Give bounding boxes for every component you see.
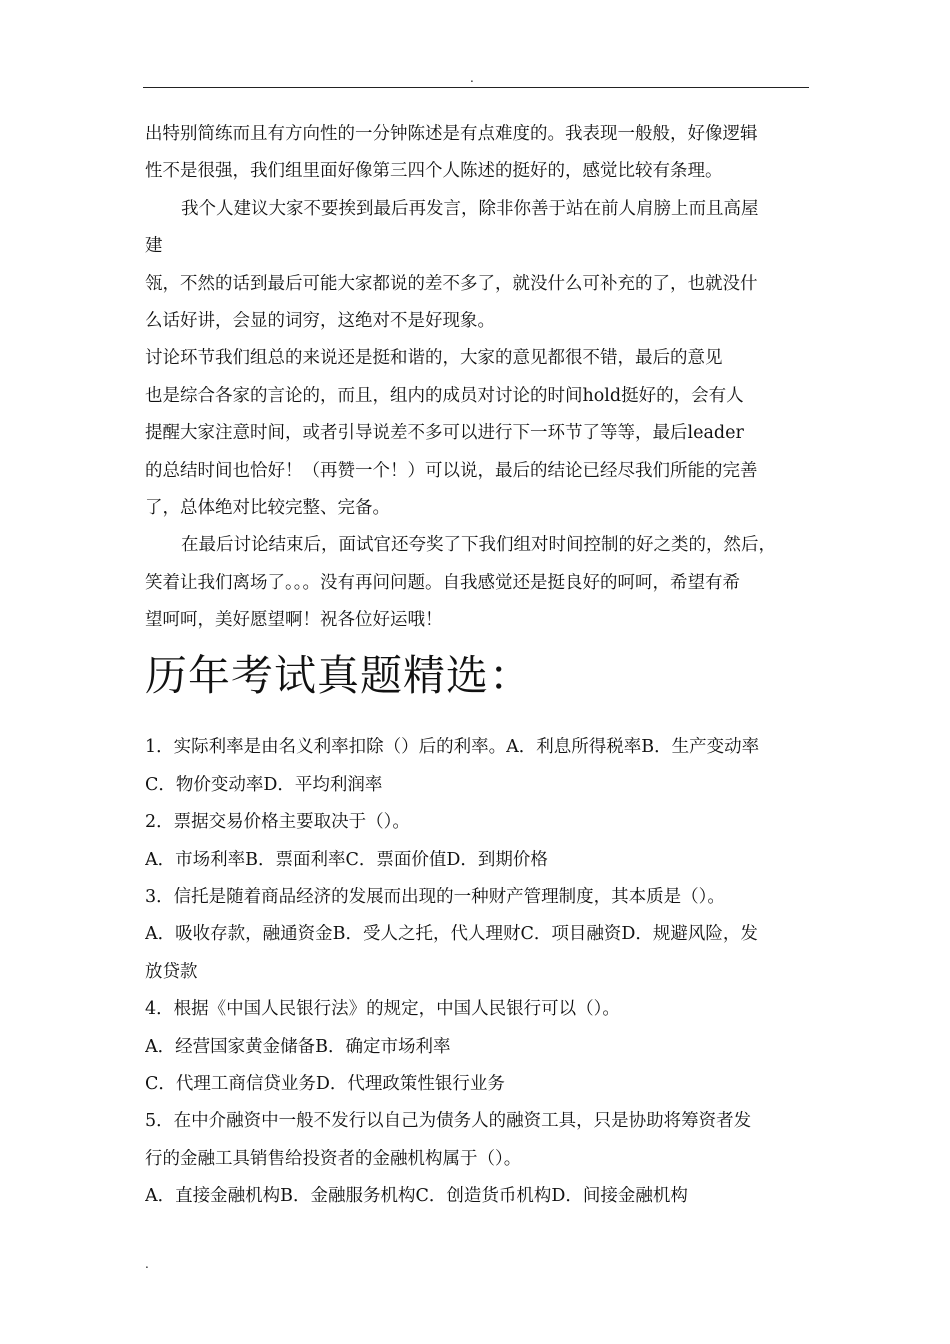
intro-line: 望呵呵，美好愿望啊！祝各位好运哦！: [145, 610, 443, 631]
intro-line: 讨论环节我们组总的来说还是挺和谐的，大家的意见都很不错，最后的意见: [145, 348, 723, 369]
intro-line: 么话好讲，会显的词穷，这绝对不是好现象。: [145, 310, 495, 331]
question-line: 行的金融工具销售给投资者的金融机构属于（）。: [145, 1148, 522, 1169]
header-mark: .: [470, 71, 474, 85]
intro-line: 在最后讨论结束后，面试官还夸奖了下我们组对时间控制的好之类的，然后，: [181, 535, 776, 556]
question-list: [145, 729, 811, 1215]
question-line: A．直接金融机构B．金融服务机构C．创造货币机构D．间接金融机构: [145, 1186, 688, 1207]
intro-line: 性不是很强，我们组里面好像第三四个人陈述的挺好的，感觉比较有条理。: [145, 161, 723, 182]
intro-line: 建: [145, 236, 163, 257]
intro-line: 我个人建议大家不要挨到最后再发言，除非你善于站在前人肩膀上而且高屋: [181, 198, 759, 219]
question-line: 3．信托是随着商品经济的发展而出现的一种财产管理制度，其本质是（）。: [145, 887, 725, 908]
question-line: 放贷款: [145, 961, 198, 982]
question-line: C．代理工商信贷业务D．代理政策性银行业务: [145, 1073, 505, 1094]
question-line: A．吸收存款，融通资金B．受人之托，代人理财C．项目融资D．规避风险，发: [145, 924, 758, 945]
question-line: A．经营国家黄金储备B．确定市场利率: [145, 1036, 451, 1057]
header-rule: [143, 87, 809, 88]
question-line: 5．在中介融资中一般不发行以自己为债务人的融资工具，只是协助将筹资者发: [145, 1111, 752, 1132]
intro-line: 提醒大家注意时间，或者引导说差不多可以进行下一环节了等等，最后leader: [145, 423, 744, 444]
intro-line: 也是综合各家的言论的，而且，组内的成员对讨论的时间hold挺好的，会有人: [145, 385, 744, 406]
intro-line: 瓴，不然的话到最后可能大家都说的差不多了，就没什么可补充的了，也就没什: [145, 273, 758, 294]
intro-line: 出特别简练而且有方向性的一分钟陈述是有点难度的。我表现一般般，好像逻辑: [145, 124, 758, 144]
section-heading: 历年考试真题精选：: [145, 651, 533, 701]
question-line: 1．实际利率是由名义利率扣除（）后的利率。A．利息所得税率B．生产变动率: [145, 737, 760, 758]
intro-line: 笑着让我们离场了。。。没有再问问题。自我感觉还是挺良好的呵呵，希望有希: [145, 572, 740, 593]
question-line: C．物价变动率D．平均利润率: [145, 774, 383, 795]
question-line: 2．票据交易价格主要取决于（）。: [145, 812, 410, 833]
footer-mark: .: [145, 1257, 149, 1271]
question-line: A．市场利率B．票面利率C．票面价值D．到期价格: [145, 849, 548, 870]
body-text: [145, 116, 811, 1216]
intro-line: 的总结时间也恰好！（再赞一个！）可以说，最后的结论已经尽我们所能的完善: [145, 460, 758, 481]
intro-paragraphs: [145, 116, 811, 639]
intro-line: 了，总体绝对比较完整、完备。: [145, 497, 390, 518]
question-line: 4．根据《中国人民银行法》的规定，中国人民银行可以（）。: [145, 999, 620, 1020]
